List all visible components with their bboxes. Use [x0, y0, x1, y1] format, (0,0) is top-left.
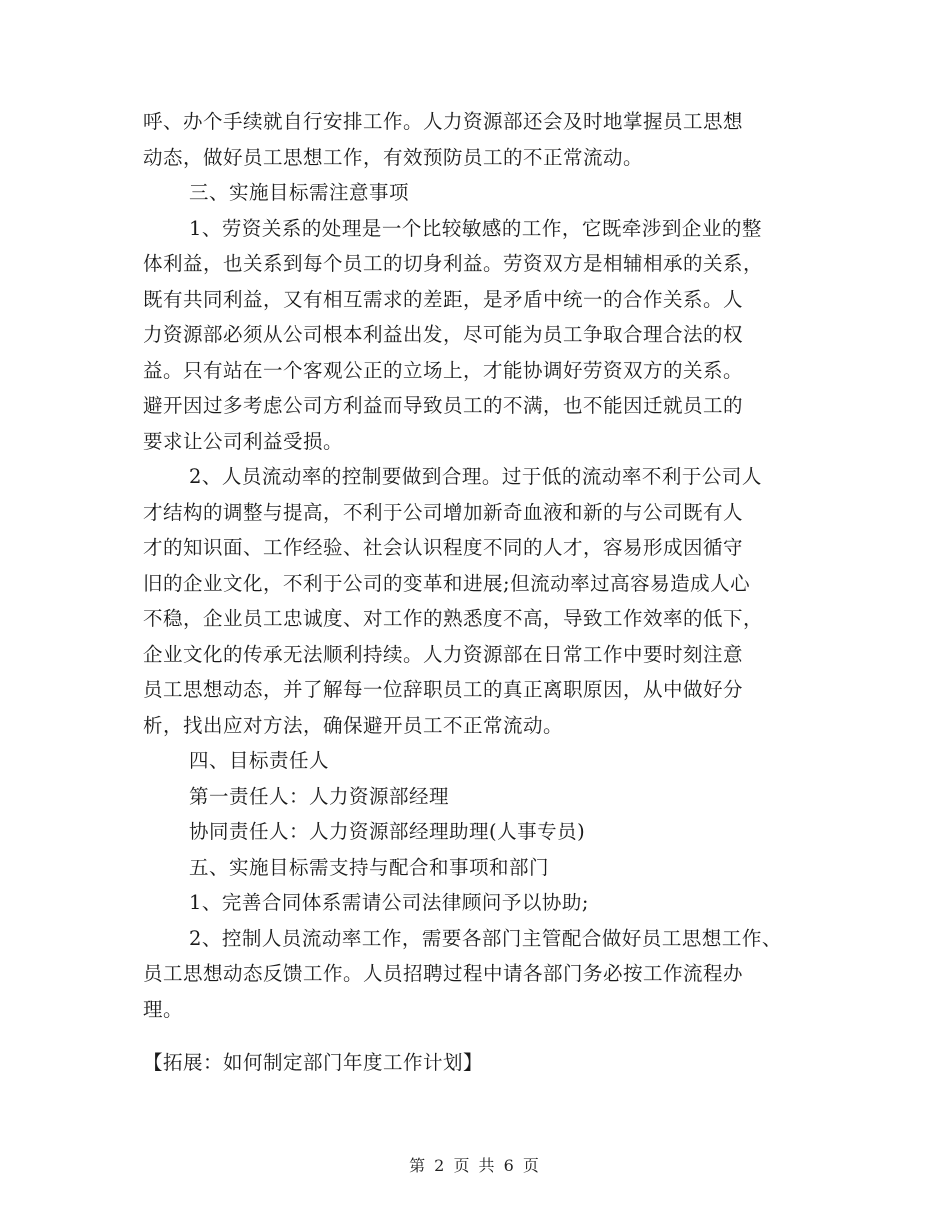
- section-heading-5: 五、实施目标需支持与配合和事项和部门: [189, 855, 550, 879]
- section-heading-4: 四、目标责任人: [189, 749, 330, 772]
- paragraph-line: 2、人员流动率的控制要做到合理。过于低的流动率不利于公司人: [189, 465, 762, 488]
- paragraph-line: 理。: [143, 997, 184, 1021]
- paragraph-line: 既有共同利益，又有相互需求的差距，是矛盾中统一的合作关系。人: [143, 287, 744, 311]
- paragraph-line: 才结构的调整与提高，不利于公司增加新奇血液和新的与公司既有人: [143, 500, 744, 524]
- paragraph-line: 体利益，也关系到每个员工的切身利益。劳资双方是相辅相承的关系，: [143, 252, 764, 275]
- paragraph-line: 企业文化的传承无法顺利持续。人力资源部在日常工作中要时刻注意: [143, 642, 744, 666]
- paragraph-line: 益。只有站在一个客观公正的立场上，才能协调好劳资双方的关系。: [143, 358, 744, 382]
- extension-heading: 【拓展：如何制定部门年度工作计划】: [143, 1051, 484, 1074]
- paragraph-line: 要求让公司利益受损。: [143, 429, 344, 453]
- spacer: [143, 1027, 823, 1045]
- paragraph-line: 员工思想动态反馈工作。人员招聘过程中请各部门务必按工作流程办: [143, 962, 744, 985]
- paragraph-line: 析，找出应对方法，确保避开员工不正常流动。: [143, 713, 564, 737]
- paragraph-line: 员工思想动态，并了解每一位辞职员工的真正离职原因，从中做好分: [143, 678, 744, 701]
- paragraph-line: 第一责任人：人力资源部经理: [189, 784, 450, 808]
- page-number-footer: 第 2 页 共 6 页: [409, 1156, 541, 1175]
- document-body: [143, 104, 823, 1081]
- paragraph-line: 1、完善合同体系需请公司法律顾问予以协助;: [189, 891, 589, 914]
- section-heading-3: 三、实施目标需注意事项: [189, 181, 410, 204]
- paragraph-line: 避开因过多考虑公司方利益而导致员工的不满，也不能因迁就员工的: [143, 394, 744, 417]
- paragraph-line: 动态，做好员工思想工作，有效预防员工的不正常流动。: [143, 145, 644, 169]
- paragraph-line: 才的知识面、工作经验、社会认识程度不同的人才，容易形成因循守: [143, 536, 744, 559]
- paragraph-line: 旧的企业文化，不利于公司的变革和进展;但流动率过高容易造成人心: [143, 571, 751, 595]
- paragraph-line: 协同责任人：人力资源部经理助理(人事专员): [189, 820, 586, 843]
- paragraph-line: 2、控制人员流动率工作，需要各部门主管配合做好员工思想工作、: [189, 926, 782, 950]
- paragraph-line: 力资源部必须从公司根本利益出发，尽可能为员工争取合理合法的权: [143, 323, 744, 346]
- paragraph-line: 不稳，企业员工忠诚度、对工作的熟悉度不高，导致工作效率的低下，: [143, 607, 764, 630]
- paragraph-line: 1、劳资关系的处理是一个比较敏感的工作，它既牵涉到企业的整: [189, 216, 762, 240]
- paragraph-line: 呼、办个手续就自行安排工作。人力资源部还会及时地掌握员工思想: [143, 110, 744, 133]
